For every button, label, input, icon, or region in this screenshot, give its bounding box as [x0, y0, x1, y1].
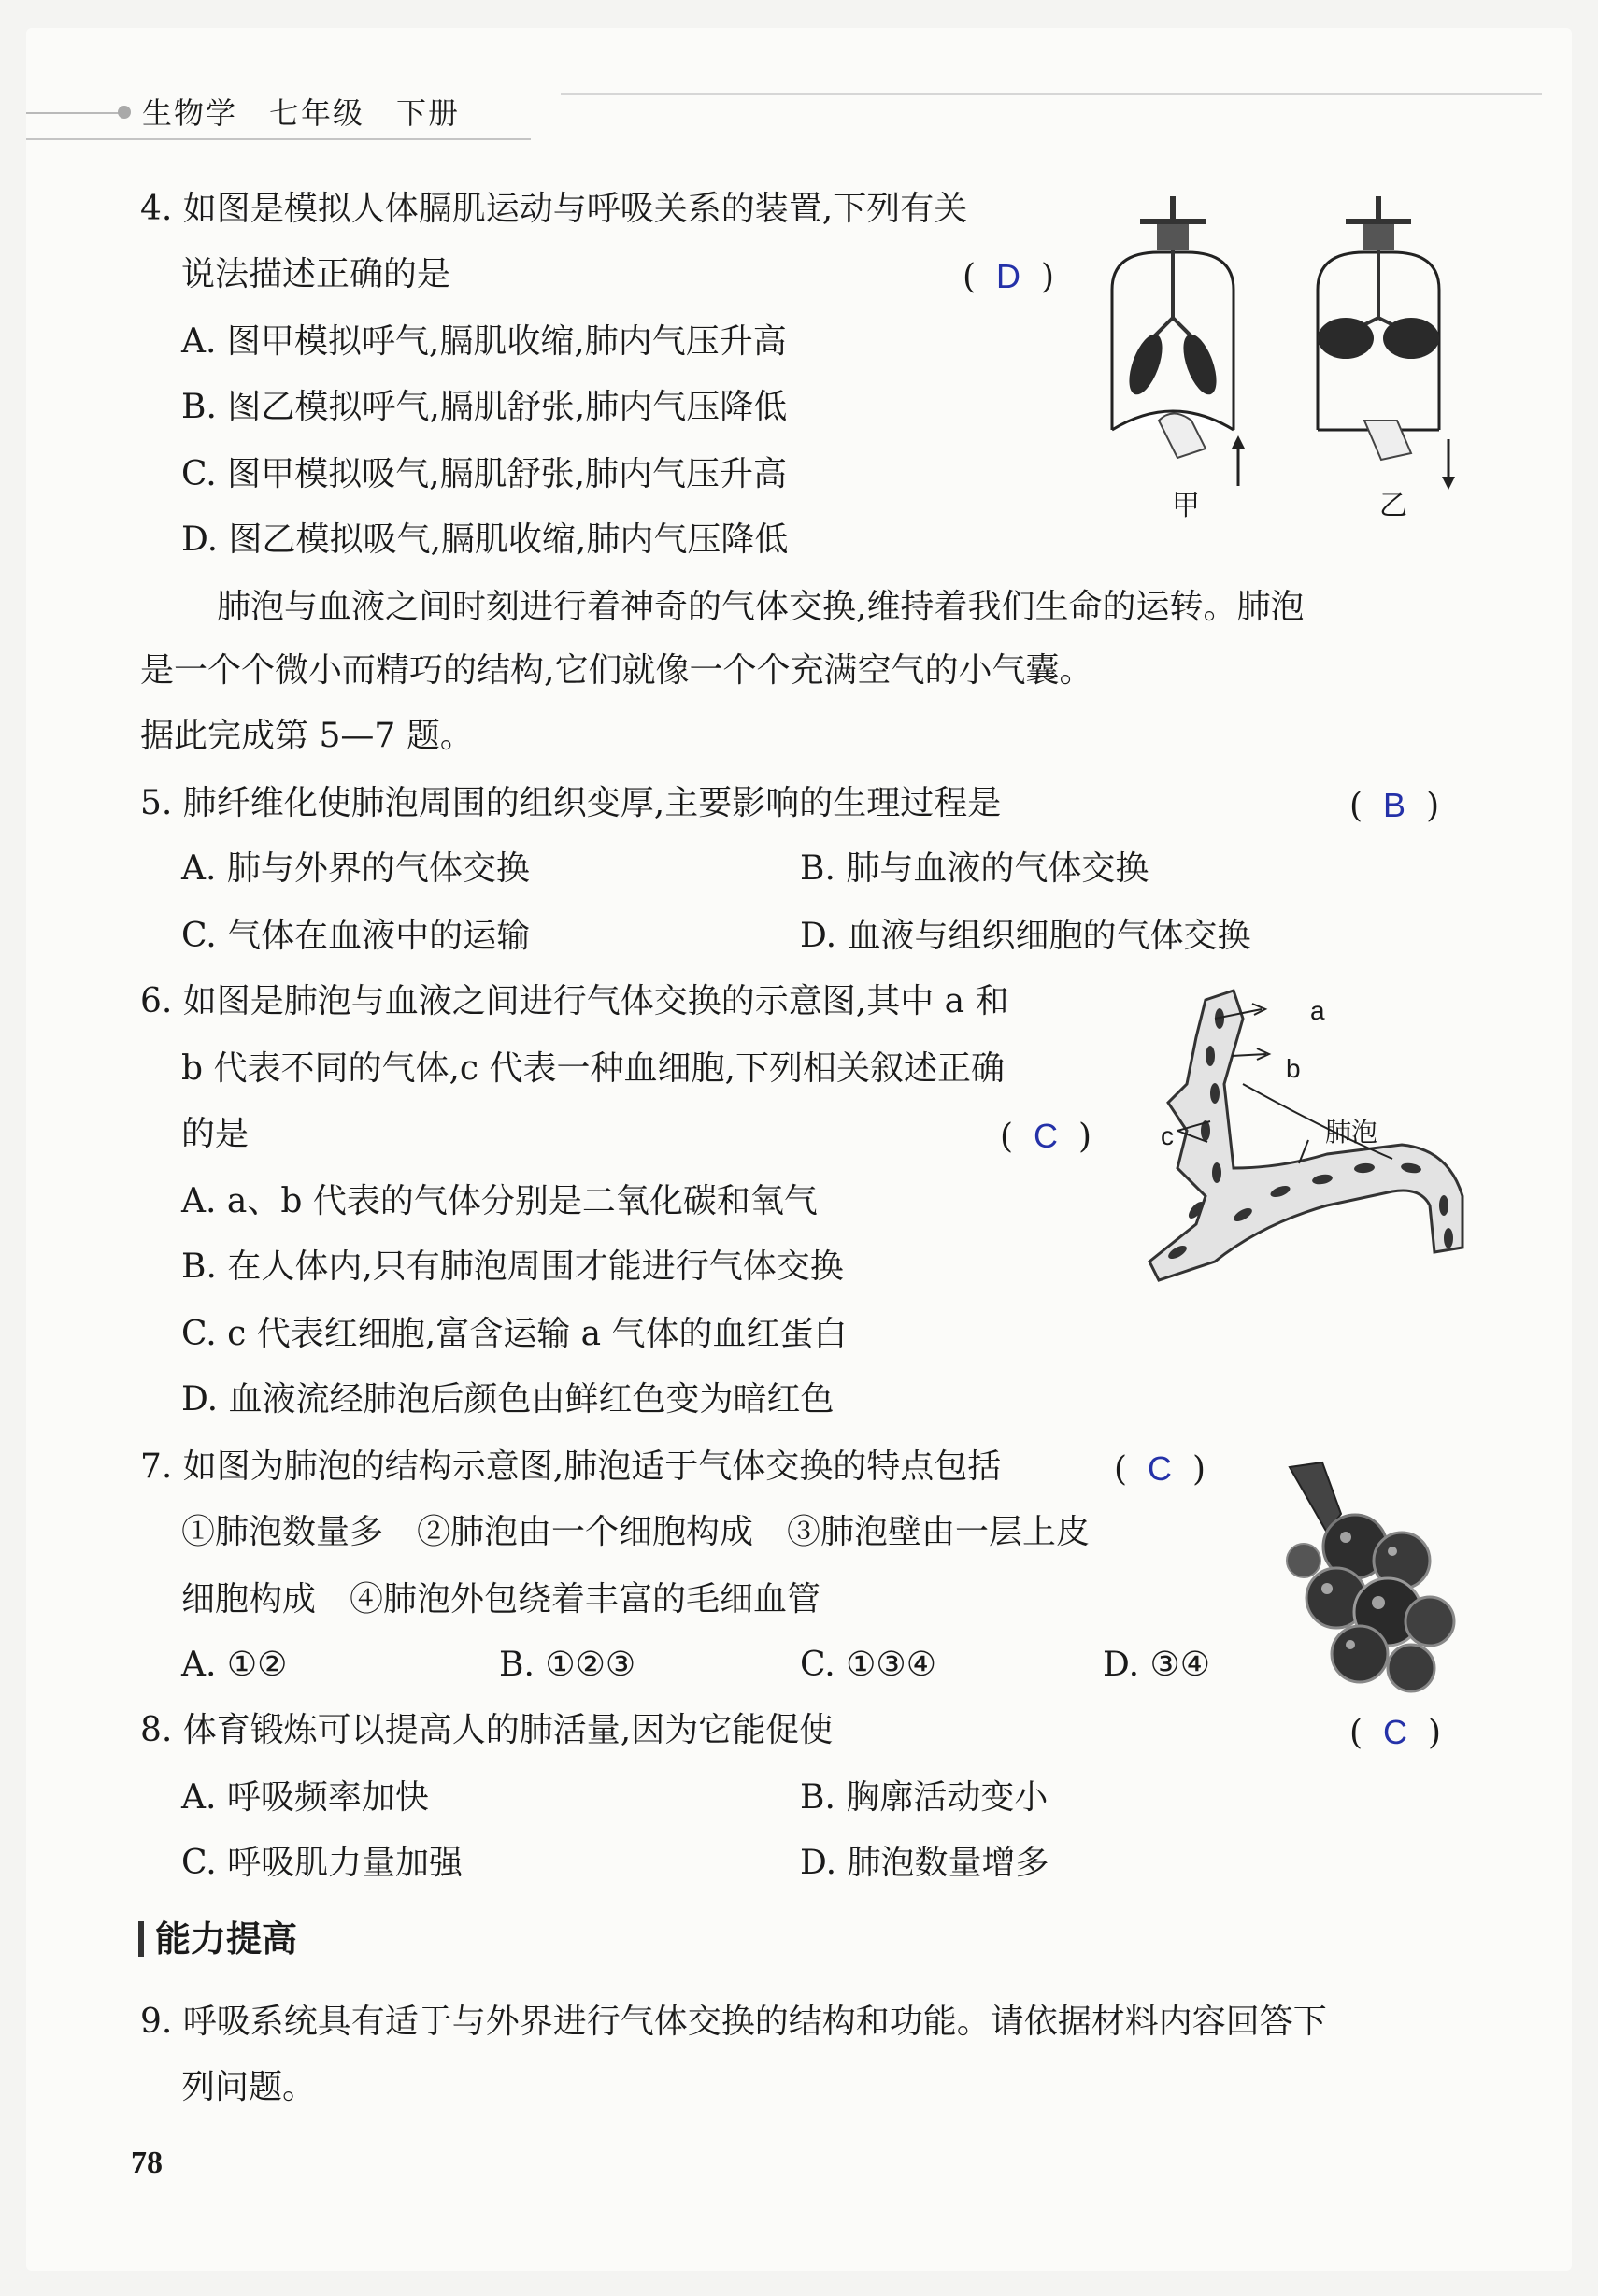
q4-stem-line1: 4. 如图是模拟人体膈肌运动与呼吸关系的装置,下列有关 — [140, 190, 968, 228]
q8-option-b: B. 胸廓活动变小 — [800, 1778, 1049, 1817]
q4-answer-value: D — [996, 257, 1021, 295]
label-a: a — [1310, 996, 1325, 1025]
q8-option-a: A. 呼吸频率加快 — [181, 1778, 429, 1817]
label-yi: 乙 — [1379, 490, 1407, 522]
q5-option-d: D. 血液与组织细胞的气体交换 — [800, 917, 1251, 955]
q6-stem-line2: b 代表不同的气体,c 代表一种血细胞,下列相关叙述正确 — [181, 1049, 1005, 1088]
passage-line1: 肺泡与血液之间时刻进行着神奇的气体交换,维持着我们生命的运转。肺泡 — [217, 588, 1305, 626]
q6-option-b: B. 在人体内,只有肺泡周围才能进行气体交换 — [181, 1248, 844, 1286]
passage-line3: 据此完成第 5—7 题。 — [140, 717, 474, 755]
q7-items-line1: ①肺泡数量多 ②肺泡由一个细胞构成 ③肺泡壁由一层上皮 — [181, 1513, 1091, 1551]
q8-answer: ( C ) — [1349, 1713, 1442, 1752]
q9-line2: 列问题。 — [181, 2068, 317, 2106]
section-title: 能力提高 — [138, 1921, 297, 1957]
label-alveolus: 肺泡 — [1325, 1117, 1378, 1148]
q4-option-b: B. 图乙模拟呼气,膈肌舒张,肺内气压降低 — [181, 388, 788, 426]
capillary-figure — [1140, 981, 1477, 1299]
q4-option-c: C. 图甲模拟吸气,膈肌舒张,肺内气压升高 — [181, 455, 788, 493]
alveoli-figure — [1271, 1458, 1467, 1701]
q9-line1: 9. 呼吸系统具有适于与外界进行气体交换的结构和功能。请依据材料内容回答下 — [140, 2003, 1327, 2041]
q7-option-a: A. ①② — [181, 1646, 288, 1684]
q7-answer-value: C — [1148, 1449, 1173, 1488]
q6-answer-value: C — [1034, 1117, 1059, 1155]
q6-stem-line1: 6. 如图是肺泡与血液之间进行气体交换的示意图,其中 a 和 — [140, 982, 1009, 1020]
q6-answer: ( C ) — [1000, 1117, 1092, 1156]
q5-option-a: A. 肺与外界的气体交换 — [181, 849, 530, 888]
label-c: c — [1161, 1121, 1174, 1150]
q4-option-a: A. 图甲模拟呼气,膈肌收缩,肺内气压升高 — [181, 322, 787, 361]
q5-option-c: C. 气体在血液中的运输 — [181, 917, 531, 955]
q8-option-c: C. 呼吸肌力量加强 — [181, 1844, 464, 1882]
label-jia: 甲 — [1172, 490, 1200, 522]
bell-jar-yi — [1318, 196, 1455, 490]
page-header — [26, 86, 549, 142]
q7-option-d: D. ③④ — [1103, 1646, 1211, 1684]
q7-option-c: C. ①③④ — [800, 1646, 936, 1684]
header-underline — [26, 138, 531, 140]
header-dot — [118, 106, 131, 119]
q4-option-d: D. 图乙模拟吸气,膈肌收缩,肺内气压降低 — [181, 521, 789, 559]
label-b: b — [1286, 1054, 1301, 1083]
header-rule — [561, 93, 1542, 95]
q8-option-d: D. 肺泡数量增多 — [800, 1844, 1049, 1882]
book-title: 生物学 七年级 下册 — [142, 95, 461, 131]
q7-stem: 7. 如图为肺泡的结构示意图,肺泡适于气体交换的特点包括 — [140, 1447, 1002, 1486]
q6-option-c: C. c 代表红细胞,富含运输 a 气体的血红蛋白 — [181, 1315, 848, 1353]
q5-option-b: B. 肺与血液的气体交换 — [800, 849, 1149, 888]
q5-answer-value: B — [1383, 786, 1406, 824]
q8-answer-value: C — [1383, 1713, 1408, 1751]
q4-answer: ( D ) — [963, 257, 1055, 296]
page-number: 78 — [131, 2146, 163, 2180]
q7-answer: ( C ) — [1114, 1449, 1206, 1489]
q6-option-a: A. a、b 代表的气体分别是二氧化碳和氧气 — [181, 1182, 818, 1220]
header-line — [26, 112, 120, 114]
q5-stem: 5. 肺纤维化使肺泡周围的组织变厚,主要影响的生理过程是 — [140, 784, 1002, 822]
q7-option-b: B. ①②③ — [499, 1646, 636, 1684]
q8-stem: 8. 体育锻炼可以提高人的肺活量,因为它能促使 — [140, 1711, 834, 1749]
bell-jar-figure — [1103, 187, 1477, 523]
passage-line2: 是一个个微小而精巧的结构,它们就像一个个充满空气的小气囊。 — [140, 651, 1093, 690]
q7-items-line2: 细胞构成 ④肺泡外包绕着丰富的毛细血管 — [181, 1580, 821, 1619]
q6-stem-line3: 的是 — [181, 1115, 250, 1153]
q4-stem-line2: 说法描述正确的是 — [181, 255, 451, 293]
bell-jar-jia — [1112, 196, 1245, 486]
q6-option-d: D. 血液流经肺泡后颜色由鲜红色变为暗红色 — [181, 1380, 835, 1419]
q5-answer: ( B ) — [1349, 786, 1440, 825]
